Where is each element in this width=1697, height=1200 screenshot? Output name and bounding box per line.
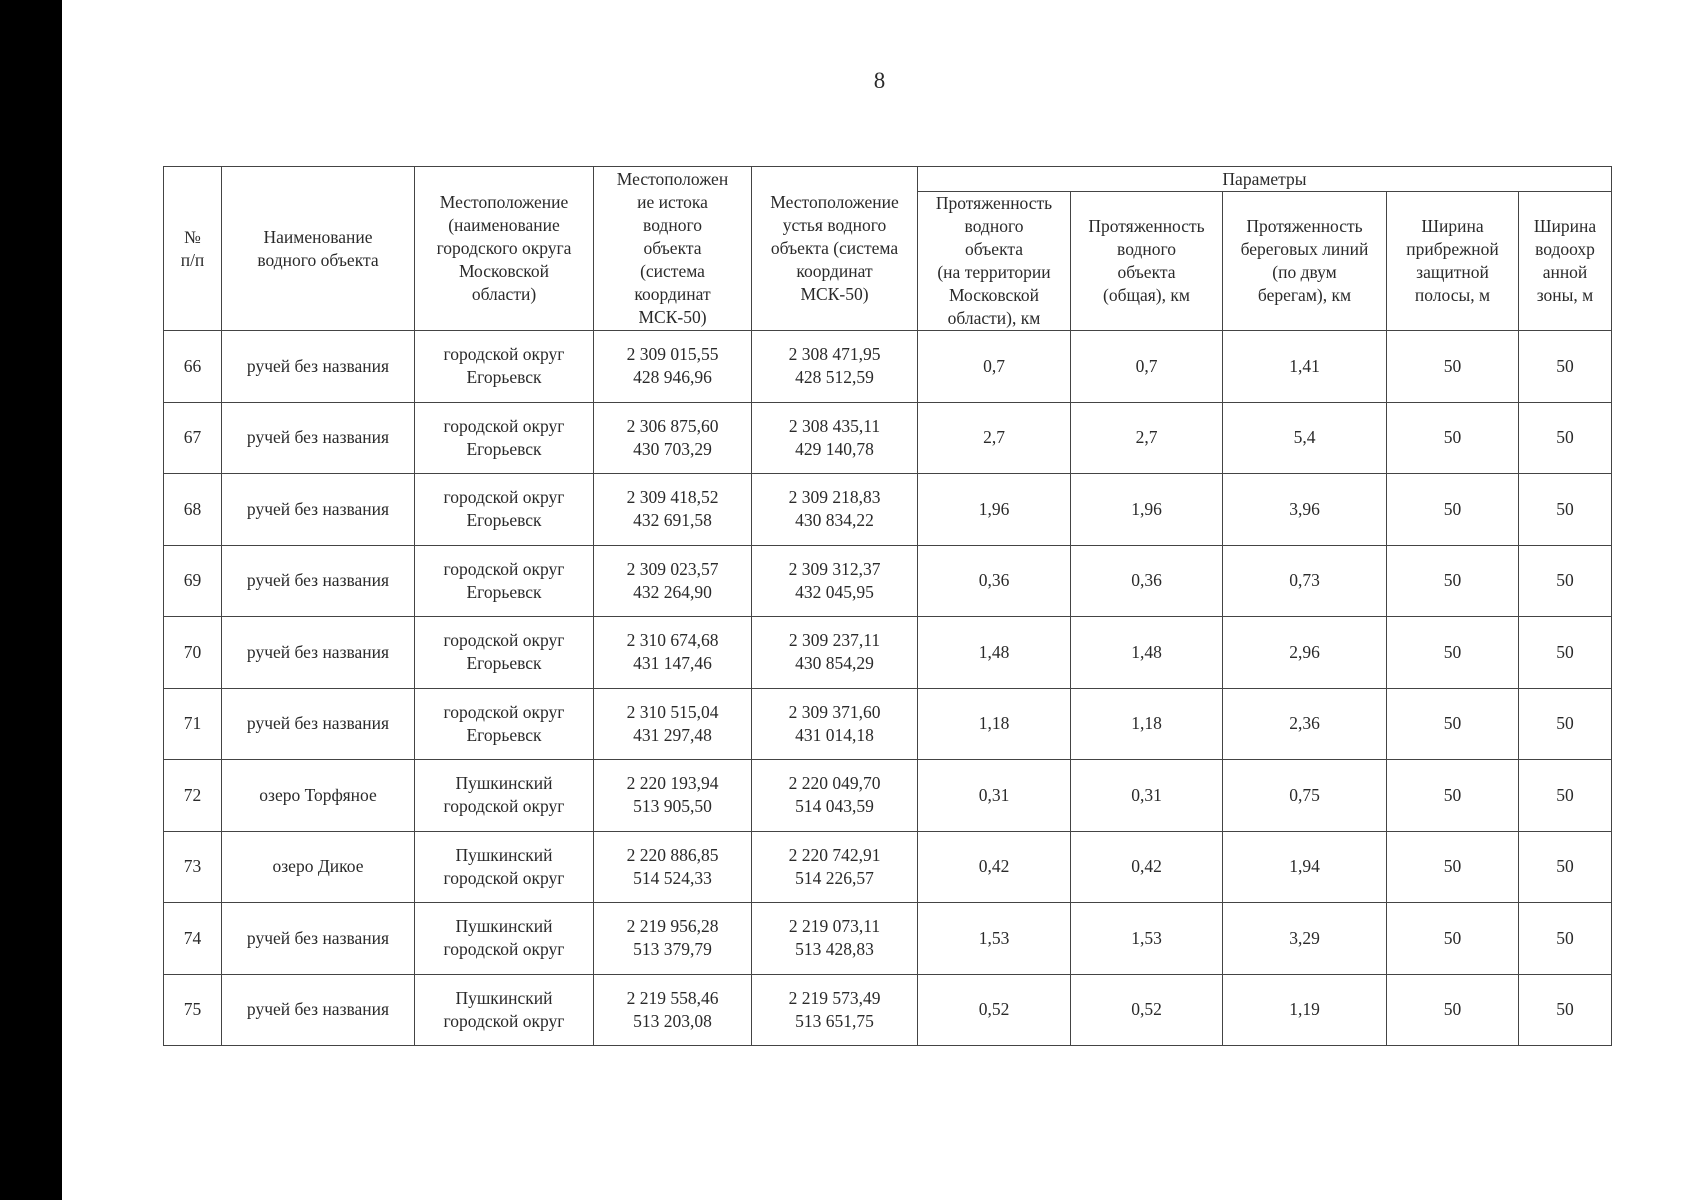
cell-num: 74	[164, 903, 222, 975]
header-coastal-strip: Ширина прибрежной защитной полосы, м	[1387, 192, 1519, 331]
cell-length-total: 1,96	[1071, 474, 1223, 546]
cell-length-mo: 0,52	[918, 974, 1071, 1046]
cell-name: озеро Дикое	[222, 831, 415, 903]
header-water-zone: Ширина водоохр анной зоны, м	[1519, 192, 1612, 331]
cell-source: 2 306 875,60 430 703,29	[594, 402, 752, 474]
cell-location: Пушкинский городской округ	[415, 903, 594, 975]
cell-mouth: 2 309 237,11 430 854,29	[752, 617, 918, 689]
cell-name: ручей без названия	[222, 617, 415, 689]
cell-length-total: 1,48	[1071, 617, 1223, 689]
cell-coastal-strip: 50	[1387, 402, 1519, 474]
cell-shore-length: 3,29	[1223, 903, 1387, 975]
cell-name: ручей без названия	[222, 402, 415, 474]
cell-mouth: 2 308 435,11 429 140,78	[752, 402, 918, 474]
cell-source: 2 220 193,94 513 905,50	[594, 760, 752, 832]
cell-num: 69	[164, 545, 222, 617]
header-shore-length: Протяженность береговых линий (по двум берегам), км	[1223, 192, 1387, 331]
document-page	[62, 0, 1697, 1200]
cell-length-mo: 0,31	[918, 760, 1071, 832]
cell-length-total: 0,7	[1071, 331, 1223, 403]
cell-length-total: 0,36	[1071, 545, 1223, 617]
cell-length-mo: 0,42	[918, 831, 1071, 903]
header-length-total: Протяженность водного объекта (общая), км	[1071, 192, 1223, 331]
header-source: Местоположен ие истока водного объекта (система координат МСК-50)	[594, 167, 752, 331]
table-row	[164, 402, 1612, 474]
cell-source: 2 309 418,52 432 691,58	[594, 474, 752, 546]
cell-mouth: 2 308 471,95 428 512,59	[752, 331, 918, 403]
cell-name: ручей без названия	[222, 331, 415, 403]
cell-mouth: 2 309 312,37 432 045,95	[752, 545, 918, 617]
cell-num: 72	[164, 760, 222, 832]
header-name: Наименование водного объекта	[222, 167, 415, 331]
cell-shore-length: 1,41	[1223, 331, 1387, 403]
cell-coastal-strip: 50	[1387, 688, 1519, 760]
cell-coastal-strip: 50	[1387, 903, 1519, 975]
cell-location: Пушкинский городской округ	[415, 831, 594, 903]
cell-length-mo: 1,96	[918, 474, 1071, 546]
cell-mouth: 2 309 371,60 431 014,18	[752, 688, 918, 760]
cell-shore-length: 2,36	[1223, 688, 1387, 760]
cell-water-zone: 50	[1519, 474, 1612, 546]
cell-length-total: 0,52	[1071, 974, 1223, 1046]
cell-location: Пушкинский городской округ	[415, 760, 594, 832]
cell-length-mo: 1,53	[918, 903, 1071, 975]
cell-length-mo: 0,36	[918, 545, 1071, 617]
cell-shore-length: 2,96	[1223, 617, 1387, 689]
cell-length-total: 2,7	[1071, 402, 1223, 474]
cell-location: городской округ Егорьевск	[415, 545, 594, 617]
cell-length-total: 1,53	[1071, 903, 1223, 975]
cell-name: озеро Торфяное	[222, 760, 415, 832]
header-params: Параметры	[918, 167, 1612, 192]
cell-shore-length: 0,75	[1223, 760, 1387, 832]
cell-water-zone: 50	[1519, 831, 1612, 903]
cell-num: 67	[164, 402, 222, 474]
cell-num: 68	[164, 474, 222, 546]
header-length-mo: Протяженность водного объекта (на территории Московской области), км	[918, 192, 1071, 331]
cell-shore-length: 0,73	[1223, 545, 1387, 617]
table-row	[164, 831, 1612, 903]
cell-source: 2 219 558,46 513 203,08	[594, 974, 752, 1046]
cell-source: 2 309 015,55 428 946,96	[594, 331, 752, 403]
cell-name: ручей без названия	[222, 974, 415, 1046]
cell-coastal-strip: 50	[1387, 331, 1519, 403]
cell-source: 2 310 674,68 431 147,46	[594, 617, 752, 689]
cell-source: 2 220 886,85 514 524,33	[594, 831, 752, 903]
page-number: 8	[873, 68, 886, 93]
cell-length-total: 1,18	[1071, 688, 1223, 760]
cell-source: 2 310 515,04 431 297,48	[594, 688, 752, 760]
cell-length-mo: 1,48	[918, 617, 1071, 689]
table-row	[164, 617, 1612, 689]
scan-left-edge	[0, 0, 62, 1200]
header-mouth: Местоположение устья водного объекта (система координат МСК-50)	[752, 167, 918, 331]
table-row	[164, 688, 1612, 760]
cell-shore-length: 1,94	[1223, 831, 1387, 903]
table-row	[164, 974, 1612, 1046]
cell-water-zone: 50	[1519, 617, 1612, 689]
cell-num: 75	[164, 974, 222, 1046]
cell-coastal-strip: 50	[1387, 545, 1519, 617]
cell-location: городской округ Егорьевск	[415, 617, 594, 689]
cell-water-zone: 50	[1519, 402, 1612, 474]
water-objects-table	[163, 166, 1612, 1046]
cell-coastal-strip: 50	[1387, 474, 1519, 546]
header-num: № п/п	[164, 167, 222, 331]
cell-source: 2 309 023,57 432 264,90	[594, 545, 752, 617]
cell-name: ручей без названия	[222, 903, 415, 975]
cell-mouth: 2 309 218,83 430 834,22	[752, 474, 918, 546]
cell-num: 66	[164, 331, 222, 403]
cell-coastal-strip: 50	[1387, 831, 1519, 903]
cell-mouth: 2 219 073,11 513 428,83	[752, 903, 918, 975]
header-location: Местоположение (наименование городского округа Московской области)	[415, 167, 594, 331]
table-row	[164, 760, 1612, 832]
cell-name: ручей без названия	[222, 474, 415, 546]
cell-location: Пушкинский городской округ	[415, 974, 594, 1046]
cell-name: ручей без названия	[222, 688, 415, 760]
cell-num: 70	[164, 617, 222, 689]
cell-location: городской округ Егорьевск	[415, 474, 594, 546]
cell-location: городской округ Егорьевск	[415, 331, 594, 403]
cell-shore-length: 1,19	[1223, 974, 1387, 1046]
cell-water-zone: 50	[1519, 760, 1612, 832]
cell-location: городской округ Егорьевск	[415, 402, 594, 474]
cell-source: 2 219 956,28 513 379,79	[594, 903, 752, 975]
table-row	[164, 474, 1612, 546]
table-row	[164, 331, 1612, 403]
cell-water-zone: 50	[1519, 331, 1612, 403]
cell-coastal-strip: 50	[1387, 617, 1519, 689]
cell-shore-length: 5,4	[1223, 402, 1387, 474]
cell-length-total: 0,31	[1071, 760, 1223, 832]
cell-name: ручей без названия	[222, 545, 415, 617]
cell-num: 73	[164, 831, 222, 903]
cell-coastal-strip: 50	[1387, 760, 1519, 832]
cell-mouth: 2 219 573,49 513 651,75	[752, 974, 918, 1046]
table-row	[164, 903, 1612, 975]
cell-location: городской округ Егорьевск	[415, 688, 594, 760]
cell-water-zone: 50	[1519, 903, 1612, 975]
cell-mouth: 2 220 049,70 514 043,59	[752, 760, 918, 832]
cell-shore-length: 3,96	[1223, 474, 1387, 546]
cell-length-total: 0,42	[1071, 831, 1223, 903]
cell-coastal-strip: 50	[1387, 974, 1519, 1046]
cell-length-mo: 2,7	[918, 402, 1071, 474]
table-row	[164, 545, 1612, 617]
cell-water-zone: 50	[1519, 688, 1612, 760]
cell-num: 71	[164, 688, 222, 760]
cell-water-zone: 50	[1519, 545, 1612, 617]
cell-length-mo: 1,18	[918, 688, 1071, 760]
cell-mouth: 2 220 742,91 514 226,57	[752, 831, 918, 903]
cell-water-zone: 50	[1519, 974, 1612, 1046]
cell-length-mo: 0,7	[918, 331, 1071, 403]
